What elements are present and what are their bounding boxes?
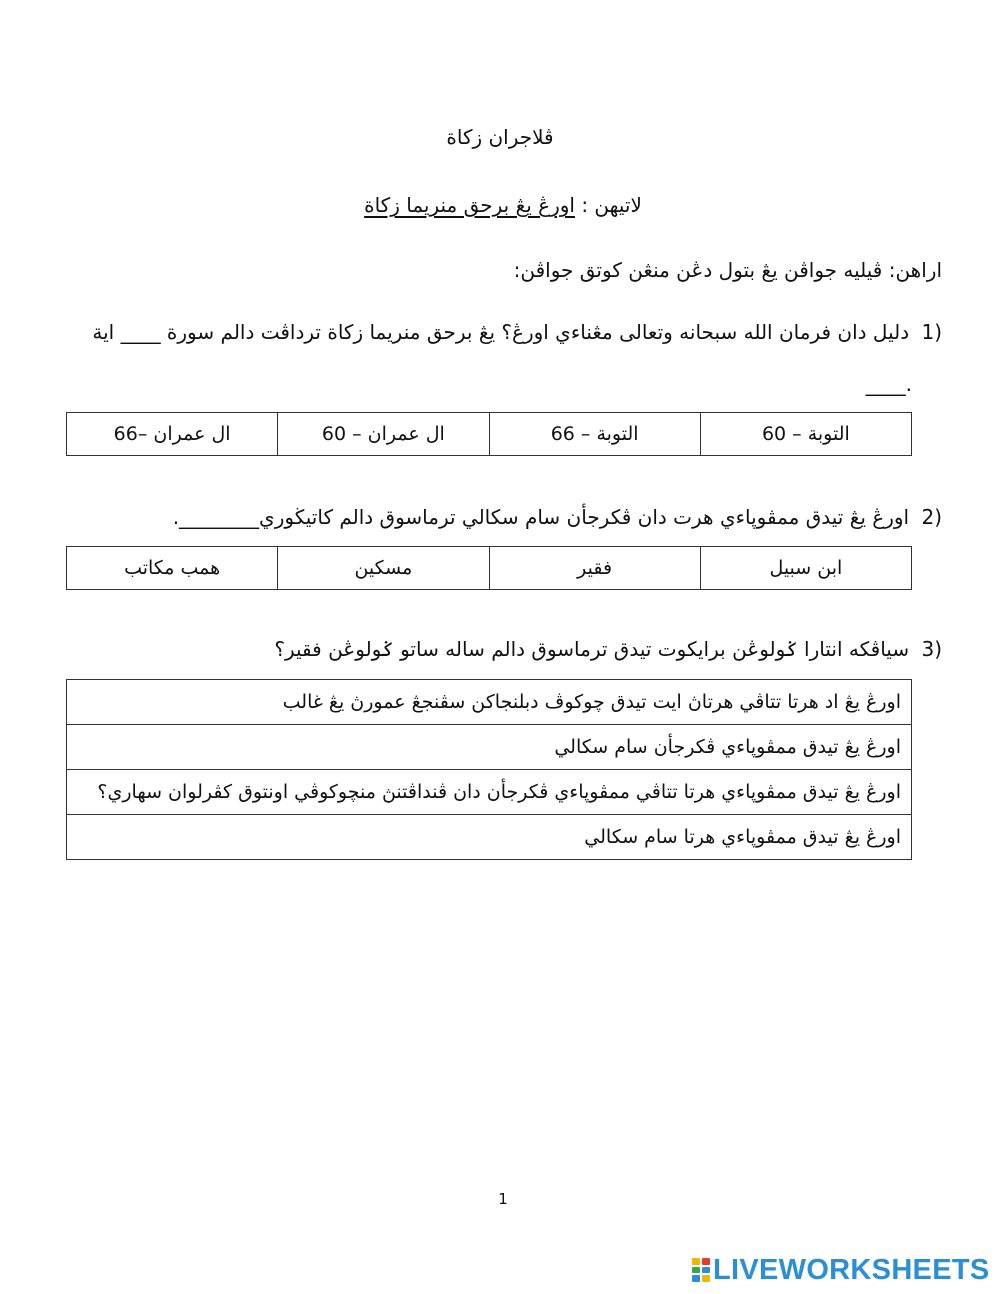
option-q1-c[interactable]: ال عمران – 60: [278, 413, 489, 456]
question-3-text: سياڤكه انتارا ݢولوڠن برايكوت تيدق ترماسوق دالم ساله ساتو ݢولوڠن فقير؟: [274, 637, 910, 661]
option-q3-c[interactable]: اورڠ يڠ تيدق ممڤوڽاءي هرتا تتاڤي ممڤوڽاءي ڤكرجأن دان ڤنداڤتنڽ منچوكوڤي اونتوق كڤرلوان سهاري؟: [67, 770, 912, 815]
question-2-text: اورڠ يڠ تيدق ممڤوڽاءي هرت دان ڤكرجأن سام سكالي ترماسوق دالم كاتيڬوري________.: [172, 505, 910, 529]
liveworksheets-logo-icon: [692, 1258, 710, 1282]
topic-prefix: لاتيهن :: [581, 193, 642, 217]
option-q1-d[interactable]: ال عمران –66: [67, 413, 278, 456]
option-q2-a[interactable]: ابن سبيل: [700, 547, 911, 590]
question-2-number: 2): [921, 505, 942, 529]
option-q2-c[interactable]: مسكين: [278, 547, 489, 590]
question-2: [173, 505, 942, 529]
option-q2-d[interactable]: همب مكاتب: [67, 547, 278, 590]
question-1-number: 1): [921, 320, 942, 344]
question-3: [274, 637, 942, 661]
option-q1-a[interactable]: التوبة – 60: [700, 413, 911, 456]
liveworksheets-logo: [692, 1255, 990, 1285]
instructions: اراهن: ڤيليه جواڤن يڠ بتول دڠن منڠن كوتق جواڤن:: [513, 258, 942, 282]
option-q1-b[interactable]: التوبة – 66: [489, 413, 700, 456]
option-q2-b[interactable]: فقير: [489, 547, 700, 590]
question-1-blank: ____.: [865, 372, 912, 396]
liveworksheets-brand: LIVEWORKSHEETS: [713, 1253, 990, 1286]
page-number: 1: [498, 1190, 508, 1208]
worksheet-title: ڤلاجران زكاة: [446, 125, 554, 149]
question-3-options: [66, 679, 912, 860]
question-2-options: [66, 546, 912, 590]
topic-line: [0, 193, 1000, 217]
topic-title: اورڠ يڠ برحق منريما زكاة: [364, 193, 575, 217]
question-1-options: [66, 412, 912, 456]
question-1: [92, 320, 942, 344]
option-q3-a[interactable]: اورڠ يڠ اد هرتا تتاڤي هرتاڽ ايت تيدق چوكوڤ دبلنجاكن سڤنجڠ عمورڽ يڠ غالب: [67, 680, 912, 725]
option-q3-d[interactable]: اورڠ يڠ تيدق ممڤوڽاءي هرتا سام سكالي: [67, 815, 912, 860]
option-q3-b[interactable]: اورڠ يڠ تيدق ممڤوڽاءي ڤكرجأن سام سكالي: [67, 725, 912, 770]
question-3-number: 3): [921, 637, 942, 661]
question-1-text: دليل دان فرمان الله سبحانه وتعالى مڠناءي اورڠ؟ يڠ برحق منريما زكاة ترداڤت دالم سورة ____ اية: [92, 320, 910, 344]
